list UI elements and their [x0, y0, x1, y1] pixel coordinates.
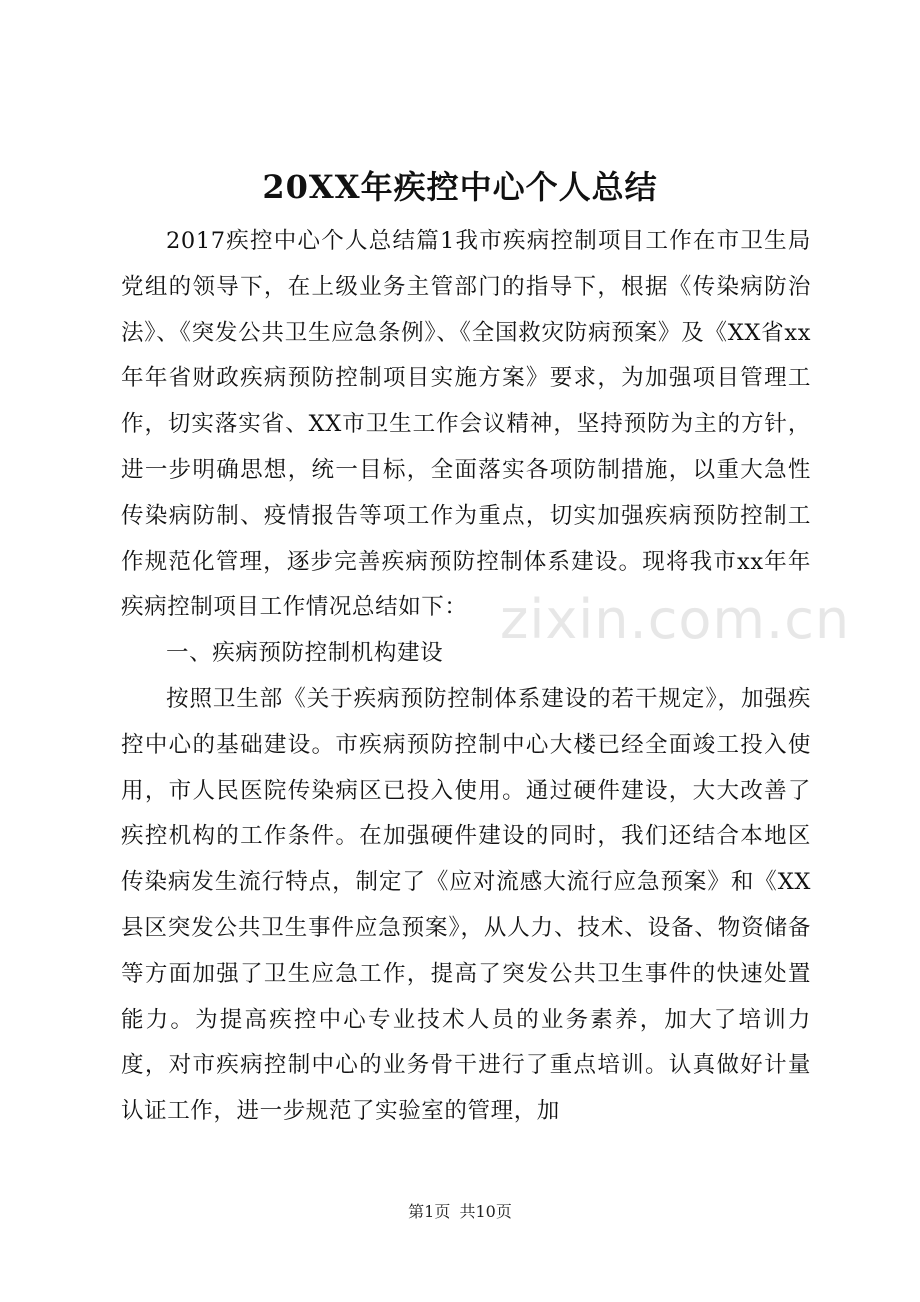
paragraph-section-1: 按照卫生部《关于疾病预防控制体系建设的若干规定》，加强疾控中心的基础建设。市疾病预防控制中心大楼已经全面竣工投入使用，市人民医院传染病区已投入使用。通过硬件建设，大大改善了疾控机构的工作条件。在加强硬件建设的同时，我们还结合本地区传染病发生流行特点，制定了《应对流感大流行应急预案》和《XX县区突发公共卫生事件应急预案》，从人力、技术、设备、物资储备等方面加强了卫生应急工作，提高了突发公共卫生事件的快速处置能力。为提高疾控中心专业技术人员的业务素养，加大了培训力度，对市疾病控制中心的业务骨干进行了重点培训。认真做好计量认证工作，进一步规范了实验室的管理，加: [121, 685, 811, 1125]
section-heading: 一、疾病预防控制机构建设: [166, 640, 444, 667]
watermark: zixin.com.cn: [500, 588, 851, 651]
page-total: 共10页: [459, 1202, 512, 1221]
page-number: 第1页: [408, 1202, 451, 1221]
document-body: [121, 219, 811, 1135]
paragraph-intro: 2017疾控中心个人总结篇1我市疾病控制项目工作在市卫生局党组的领导下，在上级业务主管部门的指导下，根据《传染病防治法》、《突发公共卫生应急条例》、《全国救灾防病预案》及《XX省xx年年省财政疾病预防控制项目实施方案》要求，为加强项目管理工作，切实落实省、XX市卫生工作会议精神，坚持预防为主的方针，进一步明确思想，统一目标，全面落实各项防制措施，以重大急性传染病防制、疫情报告等项工作为重点，切实加强疾病预防控制工作规范化管理，逐步完善疾病预防控制体系建设。现将我市xx年年疾病控制项目工作情况总结如下：: [121, 228, 811, 621]
page-footer: [0, 1200, 920, 1224]
document-title: 20XX年疾控中心个人总结: [262, 168, 658, 206]
